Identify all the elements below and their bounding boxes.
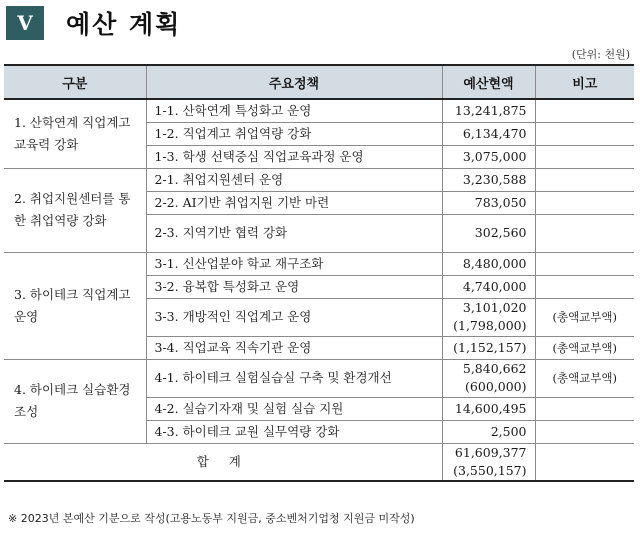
policy-cell: 1-3. 학생 선택중심 직업교육과정 운영 — [146, 145, 442, 168]
total-amount-sub-value: (3,550,157) — [453, 462, 527, 478]
policy-cell: 3-4. 직업교육 직속기관 운영 — [146, 336, 442, 359]
note-cell — [535, 168, 634, 191]
total-amount-value: 61,609,377 — [454, 444, 527, 460]
amount-cell: 783,050 — [442, 191, 535, 214]
amount-cell — [442, 359, 535, 397]
total-label: 합 계 — [4, 443, 442, 481]
table-row — [4, 168, 634, 191]
section-title: 예산 계획 — [66, 10, 182, 39]
header-budget: 예산현액 — [442, 65, 535, 99]
amount-value: 5,840,662 — [462, 361, 527, 376]
amount-sub-value: (1,798,000) — [453, 318, 527, 333]
policy-cell: 4-1. 하이테크 실험실습실 구축 및 환경개선 — [146, 359, 442, 397]
footnote: ※ 2023년 본예산 기분으로 작성(고용노동부 지원금, 중소벤처기업청 지원금 미작성) — [8, 512, 415, 525]
amount-cell: 2,500 — [442, 420, 535, 443]
policy-cell: 3-3. 개방적인 직업계고 운영 — [146, 298, 442, 336]
amount-cell: 13,241,875 — [442, 99, 535, 122]
note-cell: (총액교부액) — [535, 336, 634, 359]
note-cell — [535, 145, 634, 168]
note-cell — [535, 99, 634, 122]
budget-table — [4, 64, 634, 482]
table-row — [4, 359, 634, 397]
amount-cell: 3,230,588 — [442, 168, 535, 191]
section-number-badge: Ⅴ — [6, 6, 44, 40]
policy-cell: 1-2. 직업계고 취업역량 강화 — [146, 122, 442, 145]
amount-cell: 4,740,000 — [442, 275, 535, 298]
policy-cell: 2-3. 지역기반 협력 강화 — [146, 214, 442, 252]
policy-cell: 2-1. 취업지원센터 운영 — [146, 168, 442, 191]
amount-cell — [442, 298, 535, 336]
policy-cell: 4-2. 실습기자재 및 실험 실습 지원 — [146, 397, 442, 420]
policy-cell: 3-1. 신산업분야 학교 재구조화 — [146, 252, 442, 275]
amount-cell: 302,560 — [442, 214, 535, 252]
amount-cell: 3,075,000 — [442, 145, 535, 168]
amount-value: 3,101,020 — [462, 300, 527, 315]
note-cell: (총액교부액) — [535, 359, 634, 397]
note-cell — [535, 122, 634, 145]
note-cell — [535, 191, 634, 214]
note-cell — [535, 252, 634, 275]
unit-label: (단위: 천원) — [571, 48, 630, 61]
note-cell: (총액교부액) — [535, 298, 634, 336]
amount-cell: 14,600,495 — [442, 397, 535, 420]
note-cell — [535, 443, 634, 481]
total-amount-cell — [442, 443, 535, 481]
note-cell — [535, 275, 634, 298]
category-cell: 4. 하이테크 실습환경 조성 — [4, 359, 146, 443]
note-cell — [535, 397, 634, 420]
policy-cell: 2-2. AI기반 취업지원 기반 마련 — [146, 191, 442, 214]
header-category: 구분 — [4, 65, 146, 99]
header-policy: 주요정책 — [146, 65, 442, 99]
amount-cell: 8,480,000 — [442, 252, 535, 275]
header-remarks: 비고 — [535, 65, 634, 99]
category-cell: 2. 취업지원센터를 통한 취업역량 강화 — [4, 168, 146, 252]
note-cell — [535, 420, 634, 443]
category-cell: 3. 하이테크 직업계고 운영 — [4, 252, 146, 359]
table-header-row — [4, 65, 634, 99]
policy-cell: 1-1. 산학연계 특성화고 운영 — [146, 99, 442, 122]
policy-cell: 4-3. 하이테크 교원 실무역량 강화 — [146, 420, 442, 443]
note-cell — [535, 214, 634, 252]
section-header — [6, 4, 181, 42]
amount-sub-value: (600,000) — [465, 379, 527, 394]
category-cell: 1. 산학연계 직업계고 교육력 강화 — [4, 99, 146, 168]
policy-cell: 3-2. 융복합 특성화고 운영 — [146, 275, 442, 298]
amount-cell: 6,134,470 — [442, 122, 535, 145]
total-row — [4, 443, 634, 481]
table-row — [4, 252, 634, 275]
amount-cell: (1,152,157) — [442, 336, 535, 359]
table-row — [4, 99, 634, 122]
